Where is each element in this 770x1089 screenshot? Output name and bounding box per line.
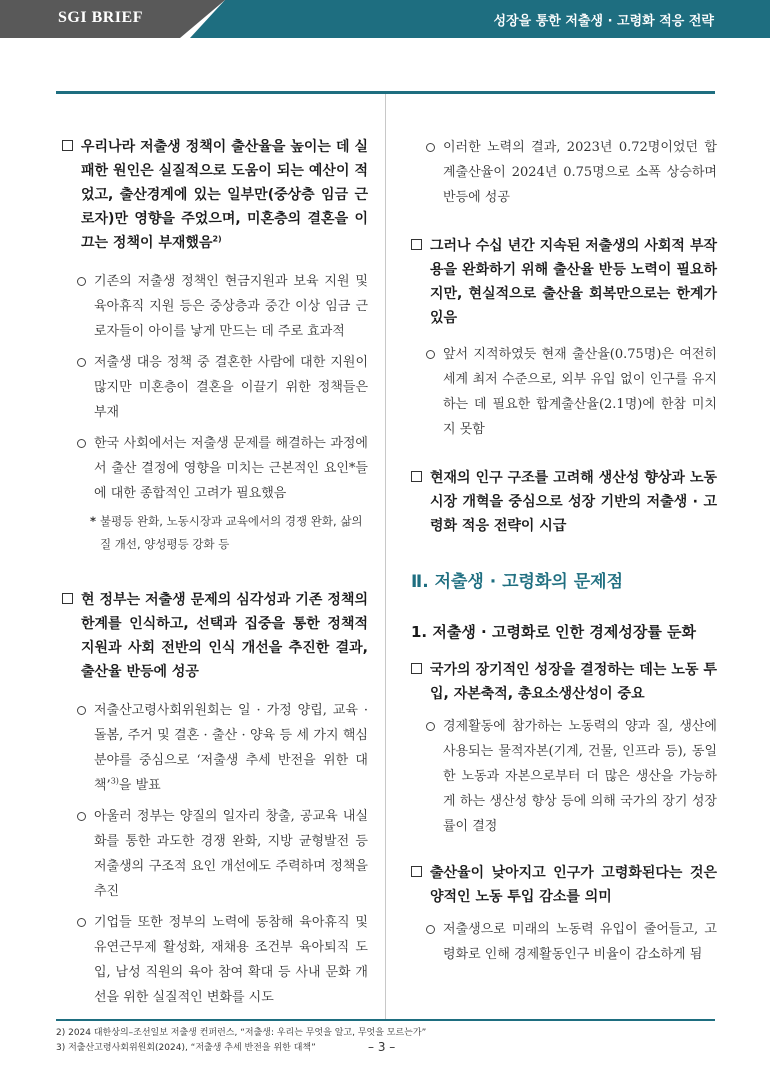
asterisk-mark: * xyxy=(90,514,97,528)
square-bullet-icon xyxy=(62,140,73,151)
sub-bullet xyxy=(62,804,368,904)
bullet-policy-failure xyxy=(62,135,368,255)
sub-bullet-text: 경제활동에 참가하는 노동력의 양과 질, 생산에 사용되는 물적자본(기계, 건물, 인프라 등), 동일한 노동과 자본으로부터 더 많은 생산을 가능하게 하는 생산성 향상 등에 의해 국가의 장기 성장률이 결정 xyxy=(443,719,717,834)
sub-bullet-text: 저출생 대응 정책 중 결혼한 사람에 대한 지원이 많지만 미혼층이 결혼을 이끌기 위한 정책들은 부재 xyxy=(94,355,368,420)
square-bullet-icon xyxy=(411,663,422,674)
circle-bullet-icon xyxy=(77,358,86,367)
sub-bullet-text: 한국 사회에서는 저출생 문제를 해결하는 과정에서 출산 결정에 영향을 미치는 근본적인 요인*들에 대한 종합적인 고려가 필요했음 xyxy=(94,436,368,501)
page-number: – 3 – xyxy=(368,1040,396,1054)
square-bullet-icon xyxy=(411,471,422,482)
square-bullet-icon xyxy=(411,239,422,250)
footnote-2: 2) 2024 대한상의–조선일보 저출생 컨퍼런스, “저출생: 우리는 무엇을 알고, 무엇을 모르는가” xyxy=(56,1028,427,1038)
sub-bullet-text: 아울러 정부는 양질의 일자리 창출, 공교육 내실화를 통한 과도한 경쟁 완화, 지방 균형발전 등 저출생의 구조적 요인 개선에도 주력하며 정책을 추진 xyxy=(94,809,368,899)
bullet-text: 국가의 장기적인 성장을 결정하는 데는 노동 투입, 자본축적, 총요소생산성이 중요 xyxy=(430,662,717,702)
footnote-ref-3: 3) xyxy=(110,776,119,786)
sub-bullet-text: 저출산고령사회위원회는 일 · 가정 양립, 교육 · 돌봄, 주거 및 결혼 · 출산 · 양육 등 세 가지 핵심분야를 중심으로 ‘저출생 추세 반전을 위한 대책’ xyxy=(94,703,368,793)
circle-bullet-icon xyxy=(426,350,435,359)
square-bullet-icon xyxy=(411,866,422,877)
square-bullet-icon xyxy=(62,593,73,604)
sub-bullet-text-end: 을 발표 xyxy=(118,778,161,793)
bullet-limits xyxy=(411,234,717,330)
sub-bullet xyxy=(62,431,368,506)
bullet-text: 현 정부는 저출생 문제의 심각성과 기존 정책의 한계를 인식하고, 선택과 집중을 통한 정책적 지원과 사회 전반의 인식 개선을 추진한 결과, 출산율 반등에 성공 xyxy=(81,592,368,680)
footnote-ref-2: 2) xyxy=(212,234,222,244)
column-divider xyxy=(385,94,386,1019)
sub-bullet xyxy=(62,350,368,425)
section-title: Ⅱ. 저출생 · 고령화의 문제점 xyxy=(411,572,624,592)
bullet-growth-factors xyxy=(411,658,717,706)
bullet-text: 우리나라 저출생 정책이 출산율을 높이는 데 실패한 원인은 실질적으로 도움이 되는 예산이 적었고, 출산경계에 있는 일부만(중상층 임금 근로자)만 영향을 주었으며, 미혼층의 결혼을 이끄는 정책이 부재했음 xyxy=(81,139,368,251)
bullet-urgent-strategy xyxy=(411,466,717,538)
bullet-text: 현재의 인구 구조를 고려해 생산성 향상과 노동시장 개혁을 중심으로 성장 기반의 저출생 · 고령화 적응 전략이 시급 xyxy=(430,470,717,534)
sub-bullet xyxy=(411,342,717,442)
sub-bullet xyxy=(411,917,717,967)
asterisk-note xyxy=(62,510,368,556)
sub-bullet-text: 저출생으로 미래의 노동력 유입이 줄어들고, 고령화로 인해 경제활동인구 비율이 감소하게 됨 xyxy=(443,922,717,962)
sub-bullet xyxy=(411,714,717,839)
sub-bullet xyxy=(62,698,368,798)
circle-bullet-icon xyxy=(426,143,435,152)
bullet-text: 그러나 수십 년간 지속된 저출생의 사회적 부작용을 완화하기 위해 출산율 반등 노력이 필요하지만, 현실적으로 출산율 회복만으로는 한계가 있음 xyxy=(430,238,717,326)
circle-bullet-icon xyxy=(77,812,86,821)
right-column xyxy=(411,135,717,967)
circle-bullet-icon xyxy=(426,722,435,731)
header-bar xyxy=(0,0,770,38)
bullet-government-response xyxy=(62,588,368,684)
circle-bullet-icon xyxy=(426,925,435,934)
left-column xyxy=(62,135,368,1010)
sub-bullet-text: 기업들 또한 정부의 노력에 동참해 육아휴직 및 유연근무제 활성화, 재채용 조건부 육아퇴직 도입, 남성 직원의 육아 참여 확대 등 사내 문화 개선을 위한 실질적인 변화를 시도 xyxy=(94,915,368,1005)
sub-bullet xyxy=(411,135,717,210)
note-text: 불평등 완화, 노동시장과 교육에서의 경쟁 완화, 삶의 질 개선, 양성평등 강화 등 xyxy=(100,514,363,551)
sub-bullet xyxy=(62,910,368,1010)
sub-bullet-text: 이러한 노력의 결과, 2023년 0.72명이었던 합계출산율이 2024년 0.75명으로 소폭 상승하며 반등에 성공 xyxy=(443,140,717,205)
circle-bullet-icon xyxy=(77,706,86,715)
sub-bullet-text: 앞서 지적하였듯 현재 출산율(0.75명)은 여전히 세계 최저 수준으로, 외부 유입 없이 인구를 유지하는 데 필요한 합계출산율(2.1명)에 한참 미치지 못함 xyxy=(443,347,717,437)
header-title: 성장을 통한 저출생 · 고령화 적응 전략 xyxy=(493,14,714,29)
footnote-3: 3) 저출산고령사회위원회(2024), “저출생 추세 반전을 위한 대책” xyxy=(56,1043,316,1053)
circle-bullet-icon xyxy=(77,918,86,927)
sub-bullet-text: 기존의 저출생 정책인 현금지원과 보육 지원 및 육아휴직 지원 등은 중상층과 중간 이상 임금 근로자들이 아이를 낳게 만드는 데 주로 효과적 xyxy=(94,274,368,339)
bullet-text: 출산율이 낮아지고 인구가 고령화된다는 것은 양적인 노동 투입 감소를 의미 xyxy=(430,865,717,905)
bullet-labor-decline xyxy=(411,861,717,909)
subsection-title: 1. 저출생 · 고령화로 인한 경제성장률 둔화 xyxy=(411,623,697,641)
brief-logo: SGI BRIEF xyxy=(58,9,143,26)
sub-bullet xyxy=(62,269,368,344)
circle-bullet-icon xyxy=(77,277,86,286)
circle-bullet-icon xyxy=(77,439,86,448)
bottom-rule xyxy=(56,1019,715,1021)
